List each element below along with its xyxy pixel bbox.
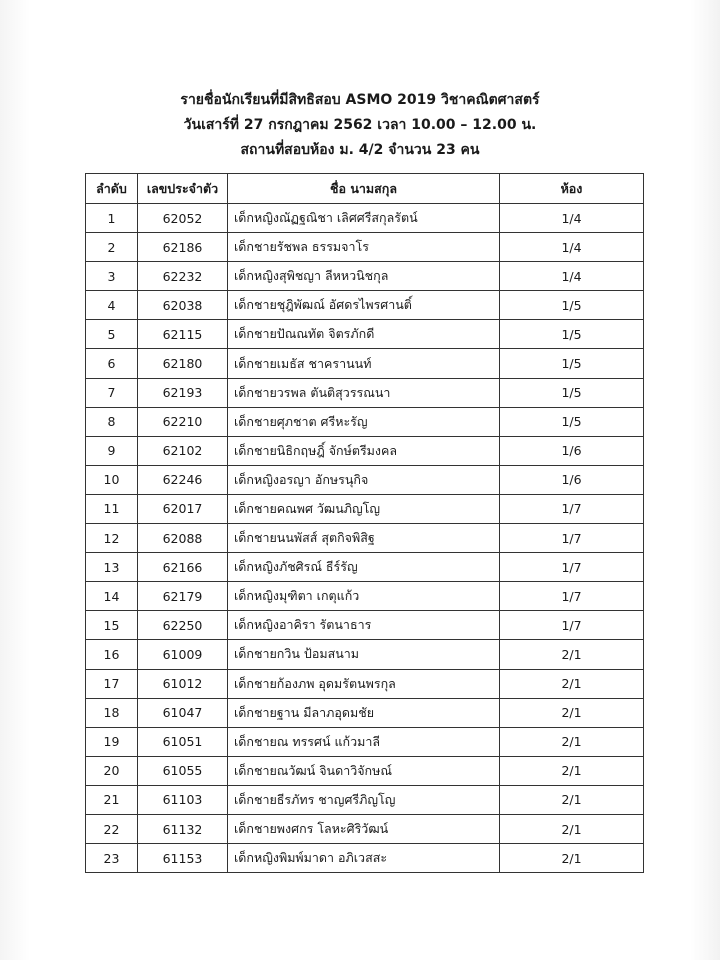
table-row bbox=[86, 436, 644, 465]
table-body bbox=[86, 204, 644, 873]
cell-room: 1/4 bbox=[500, 233, 644, 262]
cell-order: 14 bbox=[86, 582, 138, 611]
heading-venue: สถานที่สอบห้อง ม. 4/2 จำนวน 23 คน bbox=[240, 142, 480, 158]
header-room: ห้อง bbox=[500, 174, 644, 204]
cell-full-name: เด็กชายชุฎิพัฒณ์ อัศดรไพรศานติ์ bbox=[228, 291, 500, 320]
table-row bbox=[86, 698, 644, 727]
cell-order: 7 bbox=[86, 378, 138, 407]
table-row bbox=[86, 262, 644, 291]
cell-order: 3 bbox=[86, 262, 138, 291]
table-row bbox=[86, 844, 644, 873]
cell-order: 6 bbox=[86, 349, 138, 378]
cell-student-id: 62246 bbox=[138, 465, 228, 494]
cell-room: 2/1 bbox=[500, 785, 644, 814]
cell-student-id: 61103 bbox=[138, 785, 228, 814]
cell-full-name: เด็กหญิงสุพิชญา ลีหหวนิชกุล bbox=[228, 262, 500, 291]
cell-order: 10 bbox=[86, 465, 138, 494]
heading-title: รายชื่อนักเรียนที่มีสิทธิสอบ ASMO 2019 วิชาคณิตศาสตร์ bbox=[180, 92, 540, 108]
table-row bbox=[86, 320, 644, 349]
cell-student-id: 61051 bbox=[138, 727, 228, 756]
cell-full-name: เด็กชายณวัฒน์ จินดาวิจักษณ์ bbox=[228, 756, 500, 785]
cell-room: 1/7 bbox=[500, 582, 644, 611]
table-row bbox=[86, 233, 644, 262]
cell-order: 2 bbox=[86, 233, 138, 262]
heading-date: วันเสาร์ที่ 27 กรกฎาคม 2562 เวลา 10.00 – 12.00 น. bbox=[183, 117, 537, 133]
cell-student-id: 62052 bbox=[138, 204, 228, 233]
cell-room: 2/1 bbox=[500, 756, 644, 785]
cell-room: 1/4 bbox=[500, 262, 644, 291]
cell-order: 13 bbox=[86, 553, 138, 582]
cell-student-id: 61012 bbox=[138, 669, 228, 698]
cell-room: 1/7 bbox=[500, 611, 644, 640]
cell-order: 15 bbox=[86, 611, 138, 640]
cell-room: 1/5 bbox=[500, 407, 644, 436]
table-row bbox=[86, 378, 644, 407]
cell-full-name: เด็กชายเมธัส ชาครานนท์ bbox=[228, 349, 500, 378]
cell-order: 11 bbox=[86, 494, 138, 523]
table-row bbox=[86, 669, 644, 698]
cell-full-name: เด็กชายพงศกร โลหะศิริวัฒน์ bbox=[228, 814, 500, 843]
table-row bbox=[86, 553, 644, 582]
cell-room: 1/4 bbox=[500, 204, 644, 233]
cell-room: 1/5 bbox=[500, 291, 644, 320]
cell-order: 17 bbox=[86, 669, 138, 698]
cell-full-name: เด็กหญิงภัชศิรณ์ ธีร์รัญ bbox=[228, 553, 500, 582]
cell-room: 1/6 bbox=[500, 436, 644, 465]
table-row bbox=[86, 465, 644, 494]
cell-student-id: 62210 bbox=[138, 407, 228, 436]
table-header-row bbox=[86, 174, 644, 204]
cell-room: 1/5 bbox=[500, 349, 644, 378]
cell-full-name: เด็กชายศุภชาต ศรีหะรัญ bbox=[228, 407, 500, 436]
cell-full-name: เด็กหญิงพิมพ์มาดา อภิเวสสะ bbox=[228, 844, 500, 873]
table-row bbox=[86, 407, 644, 436]
cell-student-id: 61055 bbox=[138, 756, 228, 785]
cell-full-name: เด็กชายก้องภพ อุดมรัตนพรกุล bbox=[228, 669, 500, 698]
cell-order: 18 bbox=[86, 698, 138, 727]
cell-room: 1/7 bbox=[500, 494, 644, 523]
cell-order: 20 bbox=[86, 756, 138, 785]
document-heading bbox=[0, 88, 720, 163]
header-order: ลำดับ bbox=[86, 174, 138, 204]
cell-order: 1 bbox=[86, 204, 138, 233]
cell-order: 4 bbox=[86, 291, 138, 320]
cell-room: 2/1 bbox=[500, 698, 644, 727]
table-row bbox=[86, 785, 644, 814]
cell-full-name: เด็กชายธีรภัทร ชาญศรีภิญโญ bbox=[228, 785, 500, 814]
cell-full-name: เด็กชายนนพัสส์ สุตกิจพิสิฐ bbox=[228, 524, 500, 553]
cell-student-id: 62102 bbox=[138, 436, 228, 465]
cell-full-name: เด็กชายกวิน ป้อมสนาม bbox=[228, 640, 500, 669]
cell-student-id: 62250 bbox=[138, 611, 228, 640]
table-row bbox=[86, 204, 644, 233]
cell-full-name: เด็กชายณ ทรรศน์ แก้วมาลี bbox=[228, 727, 500, 756]
table-row bbox=[86, 727, 644, 756]
cell-full-name: เด็กหญิงอาคิรา รัตนาธาร bbox=[228, 611, 500, 640]
cell-full-name: เด็กหญิงณัฏฐณิชา เลิศศรีสกุลรัตน์ bbox=[228, 204, 500, 233]
cell-order: 5 bbox=[86, 320, 138, 349]
cell-order: 12 bbox=[86, 524, 138, 553]
table-row bbox=[86, 349, 644, 378]
cell-student-id: 62017 bbox=[138, 494, 228, 523]
cell-room: 1/5 bbox=[500, 378, 644, 407]
cell-student-id: 62180 bbox=[138, 349, 228, 378]
table-row bbox=[86, 291, 644, 320]
cell-room: 1/7 bbox=[500, 524, 644, 553]
cell-full-name: เด็กชายรัชพล ธรรมจาโร bbox=[228, 233, 500, 262]
cell-full-name: เด็กหญิงมุฑิตา เกตุแก้ว bbox=[228, 582, 500, 611]
cell-student-id: 62115 bbox=[138, 320, 228, 349]
cell-order: 9 bbox=[86, 436, 138, 465]
cell-student-id: 62038 bbox=[138, 291, 228, 320]
cell-student-id: 62232 bbox=[138, 262, 228, 291]
cell-student-id: 61047 bbox=[138, 698, 228, 727]
cell-order: 23 bbox=[86, 844, 138, 873]
cell-full-name: เด็กชายปัณณทัต จิตรภักดี bbox=[228, 320, 500, 349]
cell-room: 2/1 bbox=[500, 669, 644, 698]
cell-student-id: 62179 bbox=[138, 582, 228, 611]
cell-order: 8 bbox=[86, 407, 138, 436]
table-row bbox=[86, 814, 644, 843]
cell-order: 21 bbox=[86, 785, 138, 814]
cell-student-id: 62166 bbox=[138, 553, 228, 582]
cell-full-name: เด็กชายฐาน มีลาภอุดมชัย bbox=[228, 698, 500, 727]
cell-room: 1/6 bbox=[500, 465, 644, 494]
table-row bbox=[86, 640, 644, 669]
cell-full-name: เด็กหญิงอรญา อักษรนุกิจ bbox=[228, 465, 500, 494]
cell-room: 2/1 bbox=[500, 640, 644, 669]
cell-student-id: 62186 bbox=[138, 233, 228, 262]
cell-order: 16 bbox=[86, 640, 138, 669]
cell-student-id: 62193 bbox=[138, 378, 228, 407]
cell-room: 2/1 bbox=[500, 814, 644, 843]
cell-order: 19 bbox=[86, 727, 138, 756]
table-row bbox=[86, 756, 644, 785]
cell-student-id: 62088 bbox=[138, 524, 228, 553]
cell-full-name: เด็กชายวรพล ตันติสุวรรณนา bbox=[228, 378, 500, 407]
cell-room: 2/1 bbox=[500, 727, 644, 756]
cell-room: 1/5 bbox=[500, 320, 644, 349]
student-roster-table bbox=[85, 173, 644, 873]
cell-room: 2/1 bbox=[500, 844, 644, 873]
cell-order: 22 bbox=[86, 814, 138, 843]
cell-full-name: เด็กชายคณพศ วัฒนภิญโญ bbox=[228, 494, 500, 523]
table-row bbox=[86, 611, 644, 640]
table-row bbox=[86, 582, 644, 611]
table-row bbox=[86, 524, 644, 553]
cell-student-id: 61132 bbox=[138, 814, 228, 843]
header-student-id: เลขประจำตัว bbox=[138, 174, 228, 204]
cell-full-name: เด็กชายนิธิกฤษฎิ์ จักษ์ตรีมงคล bbox=[228, 436, 500, 465]
cell-room: 1/7 bbox=[500, 553, 644, 582]
table-row bbox=[86, 494, 644, 523]
cell-student-id: 61009 bbox=[138, 640, 228, 669]
cell-student-id: 61153 bbox=[138, 844, 228, 873]
header-full-name: ชื่อ นามสกุล bbox=[228, 174, 500, 204]
